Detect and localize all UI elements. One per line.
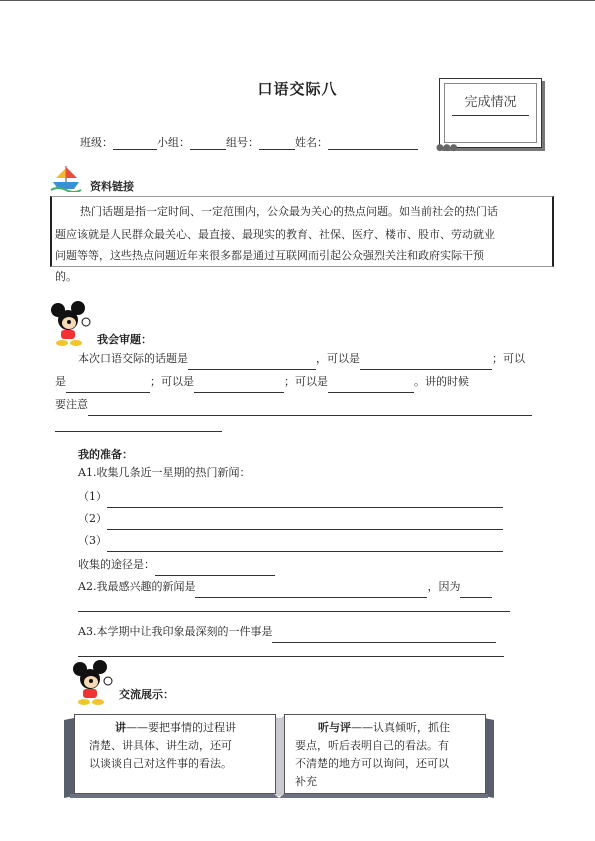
review-text-can-be-2: ；可以 — [492, 352, 525, 365]
status-box-label: 完成情况 — [464, 95, 517, 110]
review-text-can-be-1: ，可以是 — [316, 352, 360, 365]
group-field[interactable] — [190, 138, 226, 150]
name-label: 姓名： — [295, 136, 328, 149]
class-field[interactable] — [113, 138, 157, 150]
news-item-3-label: （3） — [78, 534, 107, 547]
review-text-when-speaking: 。讲的时候 — [414, 375, 469, 388]
speak-line-2: 清楚、讲具体、讲生动，还可 — [89, 739, 232, 752]
a2-text: A2.我最感兴趣的新闻是 — [78, 580, 196, 593]
review-line-2 — [55, 370, 469, 393]
option-field-2[interactable] — [66, 381, 150, 393]
interesting-news-field[interactable] — [195, 586, 427, 598]
listen-keyword: 听与评 — [318, 721, 351, 734]
group-no-label: 组号： — [226, 136, 259, 149]
memorable-event-continued[interactable] — [78, 656, 504, 657]
material-heading: 资料链接 — [90, 180, 134, 193]
material-line-2: 题应该就是人民群众最关心、最直接、最现实的教育、社保、医疗、楼市、股市、劳动就业 — [55, 228, 495, 241]
mickey-mouse-icon — [48, 300, 92, 348]
prepare-a2 — [78, 575, 492, 598]
group-label: 小组： — [157, 136, 190, 149]
topic-field[interactable] — [188, 358, 316, 370]
speak-line-3: 以谈谈自己对这件事的看法。 — [89, 757, 232, 770]
speak-line-1 — [115, 719, 236, 737]
status-box-underline — [452, 115, 529, 116]
prepare-heading: 我的准备： — [78, 448, 133, 461]
listen-line-4: 补充 — [295, 775, 317, 788]
a2-because: ，因为 — [427, 580, 461, 593]
mickey-mouse-icon-2 — [70, 659, 114, 707]
listen-line-1 — [318, 719, 450, 737]
listen-line-2: 要点，听后表明自己的看法。有 — [295, 739, 449, 752]
attention-field[interactable] — [88, 404, 532, 416]
class-label: 班级： — [80, 136, 113, 149]
collect-source-row — [78, 553, 275, 576]
prepare-a1: A1.收集几条近一星期的热门新闻： — [78, 466, 251, 479]
option-field-1[interactable] — [360, 358, 492, 370]
review-text-topic: 本次口语交际的话题是 — [78, 352, 188, 365]
speak-text-1: ——要把事情的过程讲 — [126, 721, 236, 734]
reason-field-continued[interactable] — [78, 611, 510, 612]
material-line-1: 热门话题是指一定时间、一定范围内，公众最为关心的热点问题。如当前社会的热门话 — [80, 205, 498, 218]
sailboat-icon — [50, 164, 82, 192]
reason-field[interactable] — [460, 586, 492, 598]
top-rule — [0, 0, 595, 1]
review-line-3 — [55, 393, 532, 416]
news-item-2 — [78, 507, 503, 530]
option-field-4[interactable] — [328, 381, 414, 393]
student-info-row — [80, 134, 418, 150]
page-title: 口语交际八 — [257, 80, 338, 98]
review-text-can-be-4: ；可以是 — [284, 375, 328, 388]
review-text-is: 是 — [55, 375, 66, 388]
listen-text-1: ——认真倾听，抓住 — [351, 721, 450, 734]
material-line-4: 的。 — [55, 270, 77, 283]
group-no-field[interactable] — [259, 138, 295, 150]
news-item-2-label: （2） — [78, 512, 107, 525]
news-field-3[interactable] — [107, 540, 503, 552]
speak-keyword: 讲 — [115, 721, 126, 734]
review-text-can-be-3: ；可以是 — [150, 375, 194, 388]
review-text-attention: 要注意 — [55, 398, 88, 411]
option-field-3[interactable] — [194, 381, 284, 393]
collect-source-label: 收集的途径是： — [78, 558, 155, 571]
exchange-heading: 交流展示： — [119, 688, 174, 701]
prepare-a3 — [78, 620, 496, 643]
a3-text: A3.本学期中让我印象最深刻的一件事是 — [78, 625, 273, 638]
news-item-1-label: （1） — [78, 490, 107, 503]
open-book-frame — [60, 714, 498, 798]
news-item-3 — [78, 529, 503, 552]
name-field[interactable] — [328, 138, 418, 150]
news-item-1 — [78, 485, 503, 508]
attention-field-continued[interactable] — [55, 431, 222, 432]
review-line-1 — [78, 347, 525, 370]
review-heading: 我会审题： — [97, 333, 152, 346]
memorable-event-field[interactable] — [272, 631, 496, 643]
decorative-dots: ●●● — [436, 143, 457, 153]
listen-line-3: 不清楚的地方可以询问，还可以 — [295, 757, 449, 770]
material-line-3: 问题等等，这些热点问题近年来很多都是通过互联网而引起公众强烈关注和政府实际干预 — [55, 249, 484, 262]
completion-status-box — [436, 78, 542, 153]
